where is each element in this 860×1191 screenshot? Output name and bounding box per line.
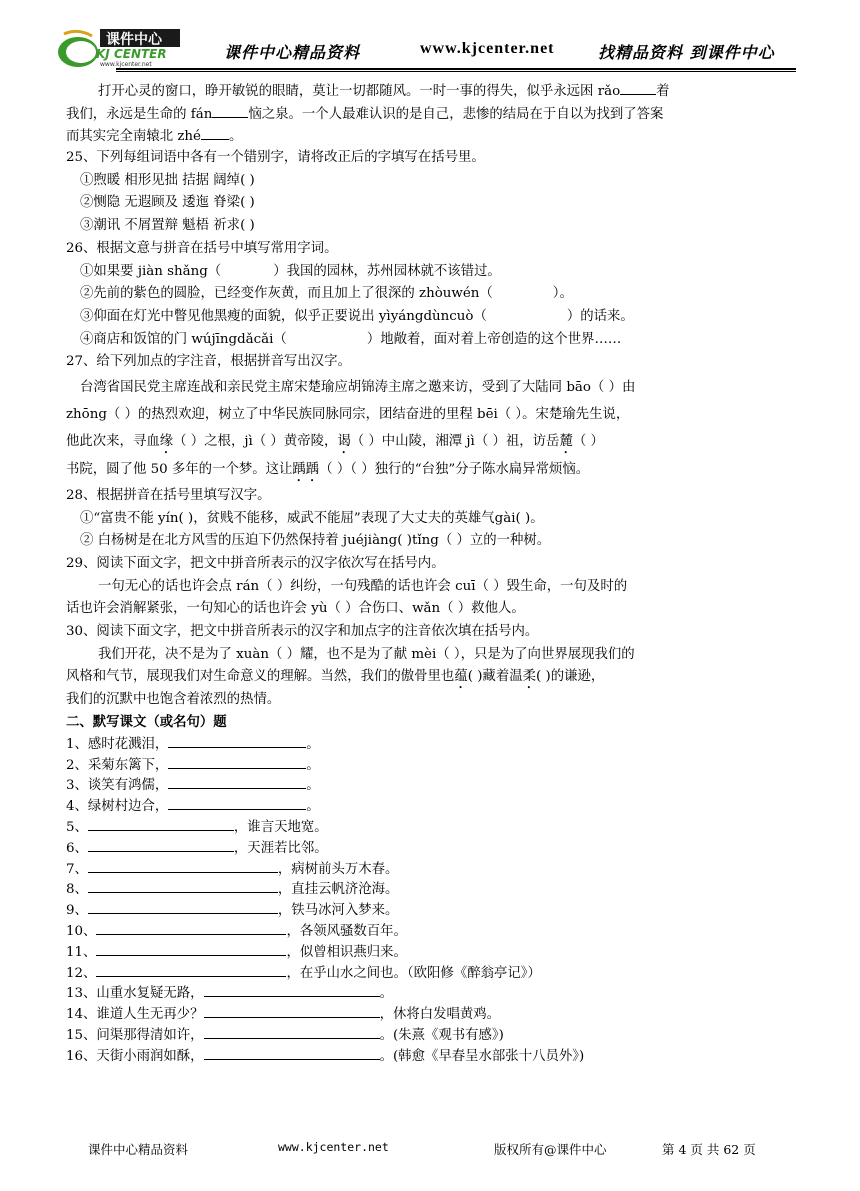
page-content (66, 79, 796, 1066)
footer-copyright: 版权所有@课件中心 (494, 1142, 607, 1157)
answer-blank[interactable] (620, 79, 656, 95)
header-left-text: 课件中心精品资料 (224, 43, 361, 62)
answer-blank[interactable] (168, 774, 306, 789)
recite-item: 11、 ，似曾相识燕归来。 (66, 941, 796, 962)
q28-title: 28、根据拼音在括号里填写汉字。 (66, 487, 271, 503)
recite-item: 13、山重水复疑无路， 。 (66, 982, 796, 1003)
q25-item: ③潮讯 不屑置辩 魁梧 祈求( ) (80, 218, 255, 234)
header-url[interactable]: www.kjcenter.net (420, 40, 555, 57)
answer-blank[interactable] (168, 754, 306, 769)
q28-line: ①“富贵不能 yín( )，贫贱不能移，威武不能屈”表现了大丈夫的英雄气gài( )。 (80, 510, 544, 526)
recite-item: 3、谈笑有鸿儒， 。 (66, 774, 796, 795)
q26-title: 26、根据文意与拼音在括号中填写常用字词。 (66, 240, 338, 256)
q28-line: ② 白杨树是在北方风雪的压迫下仍然保持着 juéjiàng( )tǐng（ ）立的一种树。 (80, 533, 551, 549)
answer-blank[interactable] (88, 837, 234, 852)
recite-item: 12、 ，在乎山水之间也。（欧阳修《醉翁亭记》） (66, 962, 796, 983)
q29-line: 话也许会消解紧张，一句知心的话也许会 yù（ ）合伤口、wǎn（ ）救他人。 (66, 601, 525, 617)
recite-list (66, 733, 796, 1066)
answer-blank[interactable] (168, 795, 306, 810)
q30-title: 30、阅读下面文字，把文中拼音所表示的汉字和加点字的注音依次填在括号内。 (66, 624, 539, 640)
q27-title: 27、给下列加点的字注音，根据拼音写出汉字。 (66, 354, 351, 370)
recite-item: 6、 ，天涯若比邻。 (66, 837, 796, 858)
header-right-text: 找精品资料 到课件中心 (598, 43, 775, 62)
q29-title: 29、阅读下面文字，把文中拼音所表示的汉字依次写在括号内。 (66, 556, 445, 571)
answer-blank[interactable] (212, 102, 248, 118)
recite-item: 7、 ，病树前头万木春。 (66, 858, 796, 879)
q25-item: ②恻隐 无遐顾及 逶迤 脊梁( ) (80, 195, 255, 211)
recite-item: 4、绿树村边合， 。 (66, 795, 796, 816)
answer-blank[interactable] (168, 733, 306, 748)
answer-blank[interactable] (96, 962, 286, 977)
answer-blank[interactable] (88, 899, 278, 914)
recite-item: 2、采菊东篱下， 。 (66, 754, 796, 775)
q30-line: 我们的沉默中也饱含着浓烈的热情。 (66, 692, 281, 708)
answer-blank[interactable] (88, 878, 278, 893)
q26-item: ③仰面在灯光中瞥见他黑瘦的面貌，似乎正要说出 yìyángdùncuò（ ）的话来。 (80, 308, 634, 324)
q30-line: 风格和气节，展现我们对生命意义的理解。当然，我们的傲骨里也蕴( )藏着温柔( )的谦逊， (66, 669, 605, 685)
recite-item: 9、 ，铁马冰河入梦来。 (66, 899, 796, 920)
q25-item: ①煦暖 相形见拙 拮据 阔绰( ) (80, 172, 255, 188)
answer-blank[interactable] (96, 941, 286, 956)
footer-left: 课件中心精品资料 (88, 1142, 189, 1157)
answer-blank[interactable] (88, 858, 278, 873)
answer-blank[interactable] (96, 920, 286, 935)
intro-line-2: 我们，永远是生命的 fán 恼之泉。一个人最难认识的是自己，悲惨的结局在于自以为找到了答案 (66, 102, 796, 125)
recite-item: 1、感时花溅泪， 。 (66, 733, 796, 754)
header-rule (116, 68, 796, 70)
intro-line-3: 而其实完全南辕北 zhé 。 (66, 124, 796, 147)
intro-line-1: 打开心灵的窗口，睁开敏锐的眼睛，莫让一切都随风。一时一事的得失，似乎永远困 rǎo 着 (66, 79, 796, 102)
answer-blank[interactable] (204, 1024, 380, 1039)
q26-item: ④商店和饭馆的门 wújīngdǎcǎi（ ）地敞着，面对着上帝创造的这个世界…… (80, 331, 622, 347)
page-header (56, 26, 796, 72)
recite-item: 14、谁道人生无再少？ ，休将白发唱黄鸡。 (66, 1003, 796, 1024)
q26-item: ②先前的紫色的圆脸，已经变作灰黄，而且加上了很深的 zhòuwén（ ）。 (80, 286, 573, 302)
recite-item: 5、 ，谁言天地宽。 (66, 816, 796, 837)
q27-line: 书院，圆了他 50 多年的一个梦。这让踽踽（ ）（ ）独行的“台独”分子陈水扁异常烦恼。 (66, 461, 590, 477)
answer-blank[interactable] (204, 982, 380, 997)
q27-line: zhōng（ ）的热烈欢迎，树立了中华民族同脉同宗，团结奋进的里程 bēi（ ）。宋楚瑜先生说， (66, 406, 630, 422)
q27-line: 台湾省国民党主席连战和亲民党主席宋楚瑜应胡锦涛主席之邀来访，受到了大陆同 bāo（ ）由 (80, 379, 636, 395)
kjcenter-logo (56, 26, 194, 70)
q27-line: 他此次来，寻血缘（ ）之根，jì（ ）黄帝陵，谒（ ）中山陵，湘潭 jì（ ）祖，访岳麓（ ） (66, 433, 604, 449)
header-rule-thin (116, 71, 796, 72)
section-2-title: 二、默写课文（或名句）题 (66, 713, 227, 730)
recite-item: 15、问渠那得清如许， 。(朱熹《观书有感》) (66, 1024, 796, 1045)
recite-item: 10、 ，各领风骚数百年。 (66, 920, 796, 941)
recite-item: 8、 ，直挂云帆济沧海。 (66, 878, 796, 899)
logo-url: www.kjcenter.net (100, 61, 152, 68)
page-number: 第 4 页 共 62 页 (662, 1142, 756, 1157)
q30-line: 我们开花，决不是为了 xuàn（ ）耀，也不是为了献 mèi（ ），只是为了向世界展现我们的 (98, 646, 635, 662)
q29-line: 一句无心的话也许会点 rán（ ）纠纷，一句残酷的话也许会 cuī（ ）毁生命，一句及时的 (98, 578, 628, 594)
logo-brand: KJ CENTER (96, 47, 167, 61)
answer-blank[interactable] (201, 124, 229, 140)
logo-title: 课件中心 (106, 32, 162, 48)
q25-title: 25、下列每组词语中各有一个错别字，请将改正后的字填写在括号里。 (66, 150, 485, 166)
q26-item: ①如果要 jiàn shǎng（ ）我国的园林，苏州园林就不该错过。 (80, 263, 501, 279)
footer-url[interactable]: www.kjcenter.net (278, 1140, 389, 1154)
answer-blank[interactable] (88, 816, 234, 831)
recite-item: 16、天街小雨润如酥， 。(韩愈《早春呈水部张十八员外》) (66, 1045, 796, 1066)
answer-blank[interactable] (204, 1045, 380, 1060)
answer-blank[interactable] (204, 1003, 380, 1018)
